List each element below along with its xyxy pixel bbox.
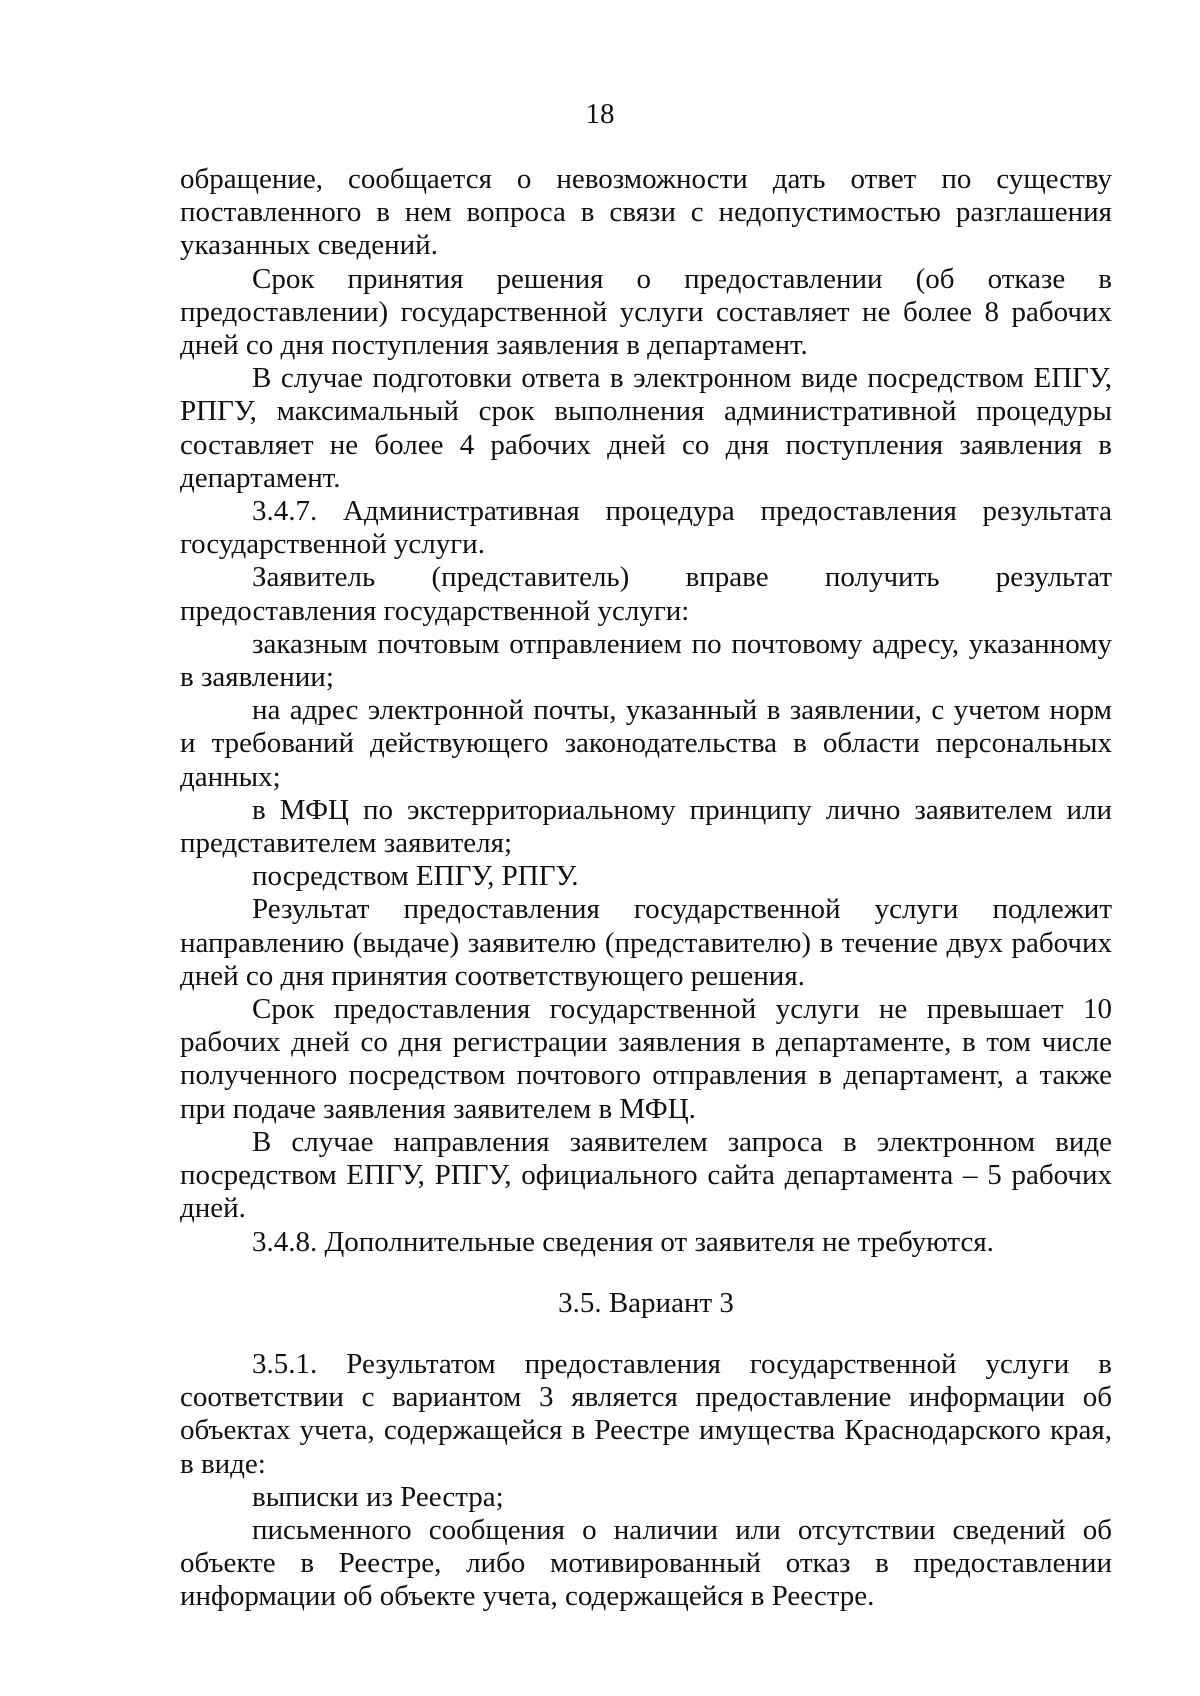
paragraph: В случае подготовки ответа в электронном виде посредством ЕПГУ, РПГУ, максимальный срок выполнения административной процедуры составляет не более 4 рабочих дней со дня поступления заявления в департамент. — [180, 362, 1112, 494]
paragraph: Результат предоставления государственной услуги подлежит направлению (выдаче) заявителю (представителю) в течение двух рабочих дней со дня принятия соответствующего решения. — [180, 893, 1112, 992]
list-item: письменного сообщения о наличии или отсутствии сведений об объекте в Реестре, либо мотивированный отказ в предоставлении информации об объекте учета, содержащейся в Реестре. — [180, 1513, 1112, 1613]
page-number: 18 — [585, 98, 615, 130]
paragraph: Срок принятия решения о предоставлении (об отказе в предоставлении) государственной услуги составляет не более 8 рабочих дней со дня поступления заявления в департамент. — [180, 262, 1112, 362]
paragraph: Срок предоставления государственной услуги не превышает 10 рабочих дней со дня регистрации заявления в департаменте, в том числе полученного посредством почтового отправления в департамент, а также при подаче заявления заявителем в МФЦ. — [180, 993, 1112, 1125]
document-body — [180, 163, 1112, 1614]
paragraph: 3.4.7. Административная процедура предоставления результата государственной услуги. — [180, 495, 1112, 561]
paragraph: 3.5.1. Результатом предоставления государственной услуги в соответствии с вариантом 3 является предоставление информации об объектах учета, содержащейся в Реестре имущества Краснодарского края, в виде: — [180, 1347, 1112, 1480]
paragraph-continuation: обращение, сообщается о невозможности дать ответ по существу поставленного в нем вопроса в связи с недопустимостью разглашения указанных сведений. — [180, 163, 1112, 262]
list-item: на адрес электронной почты, указанный в заявлении, с учетом норм и требований действующего законодательства в области персональных данных; — [180, 694, 1112, 793]
paragraph: В случае направления заявителем запроса в электронном виде посредством ЕПГУ, РПГУ, официального сайта департамента – 5 рабочих дней. — [180, 1125, 1112, 1225]
list-item: заказным почтовым отправлением по почтовому адресу, указанному в заявлении; — [180, 627, 1112, 694]
list-item: посредством ЕПГУ, РПГУ. — [252, 860, 579, 893]
list-item: в МФЦ по экстерриториальному принципу лично заявителем или представителем заявителя; — [180, 793, 1112, 860]
section-heading: 3.5. Вариант 3 — [558, 1286, 734, 1319]
paragraph: Заявитель (представитель) вправе получить результат предоставления государственной услуги: — [180, 561, 1112, 627]
paragraph: 3.4.8. Дополнительные сведения от заявителя не требуются. — [252, 1225, 994, 1258]
list-item: выписки из Реестра; — [252, 1480, 504, 1513]
